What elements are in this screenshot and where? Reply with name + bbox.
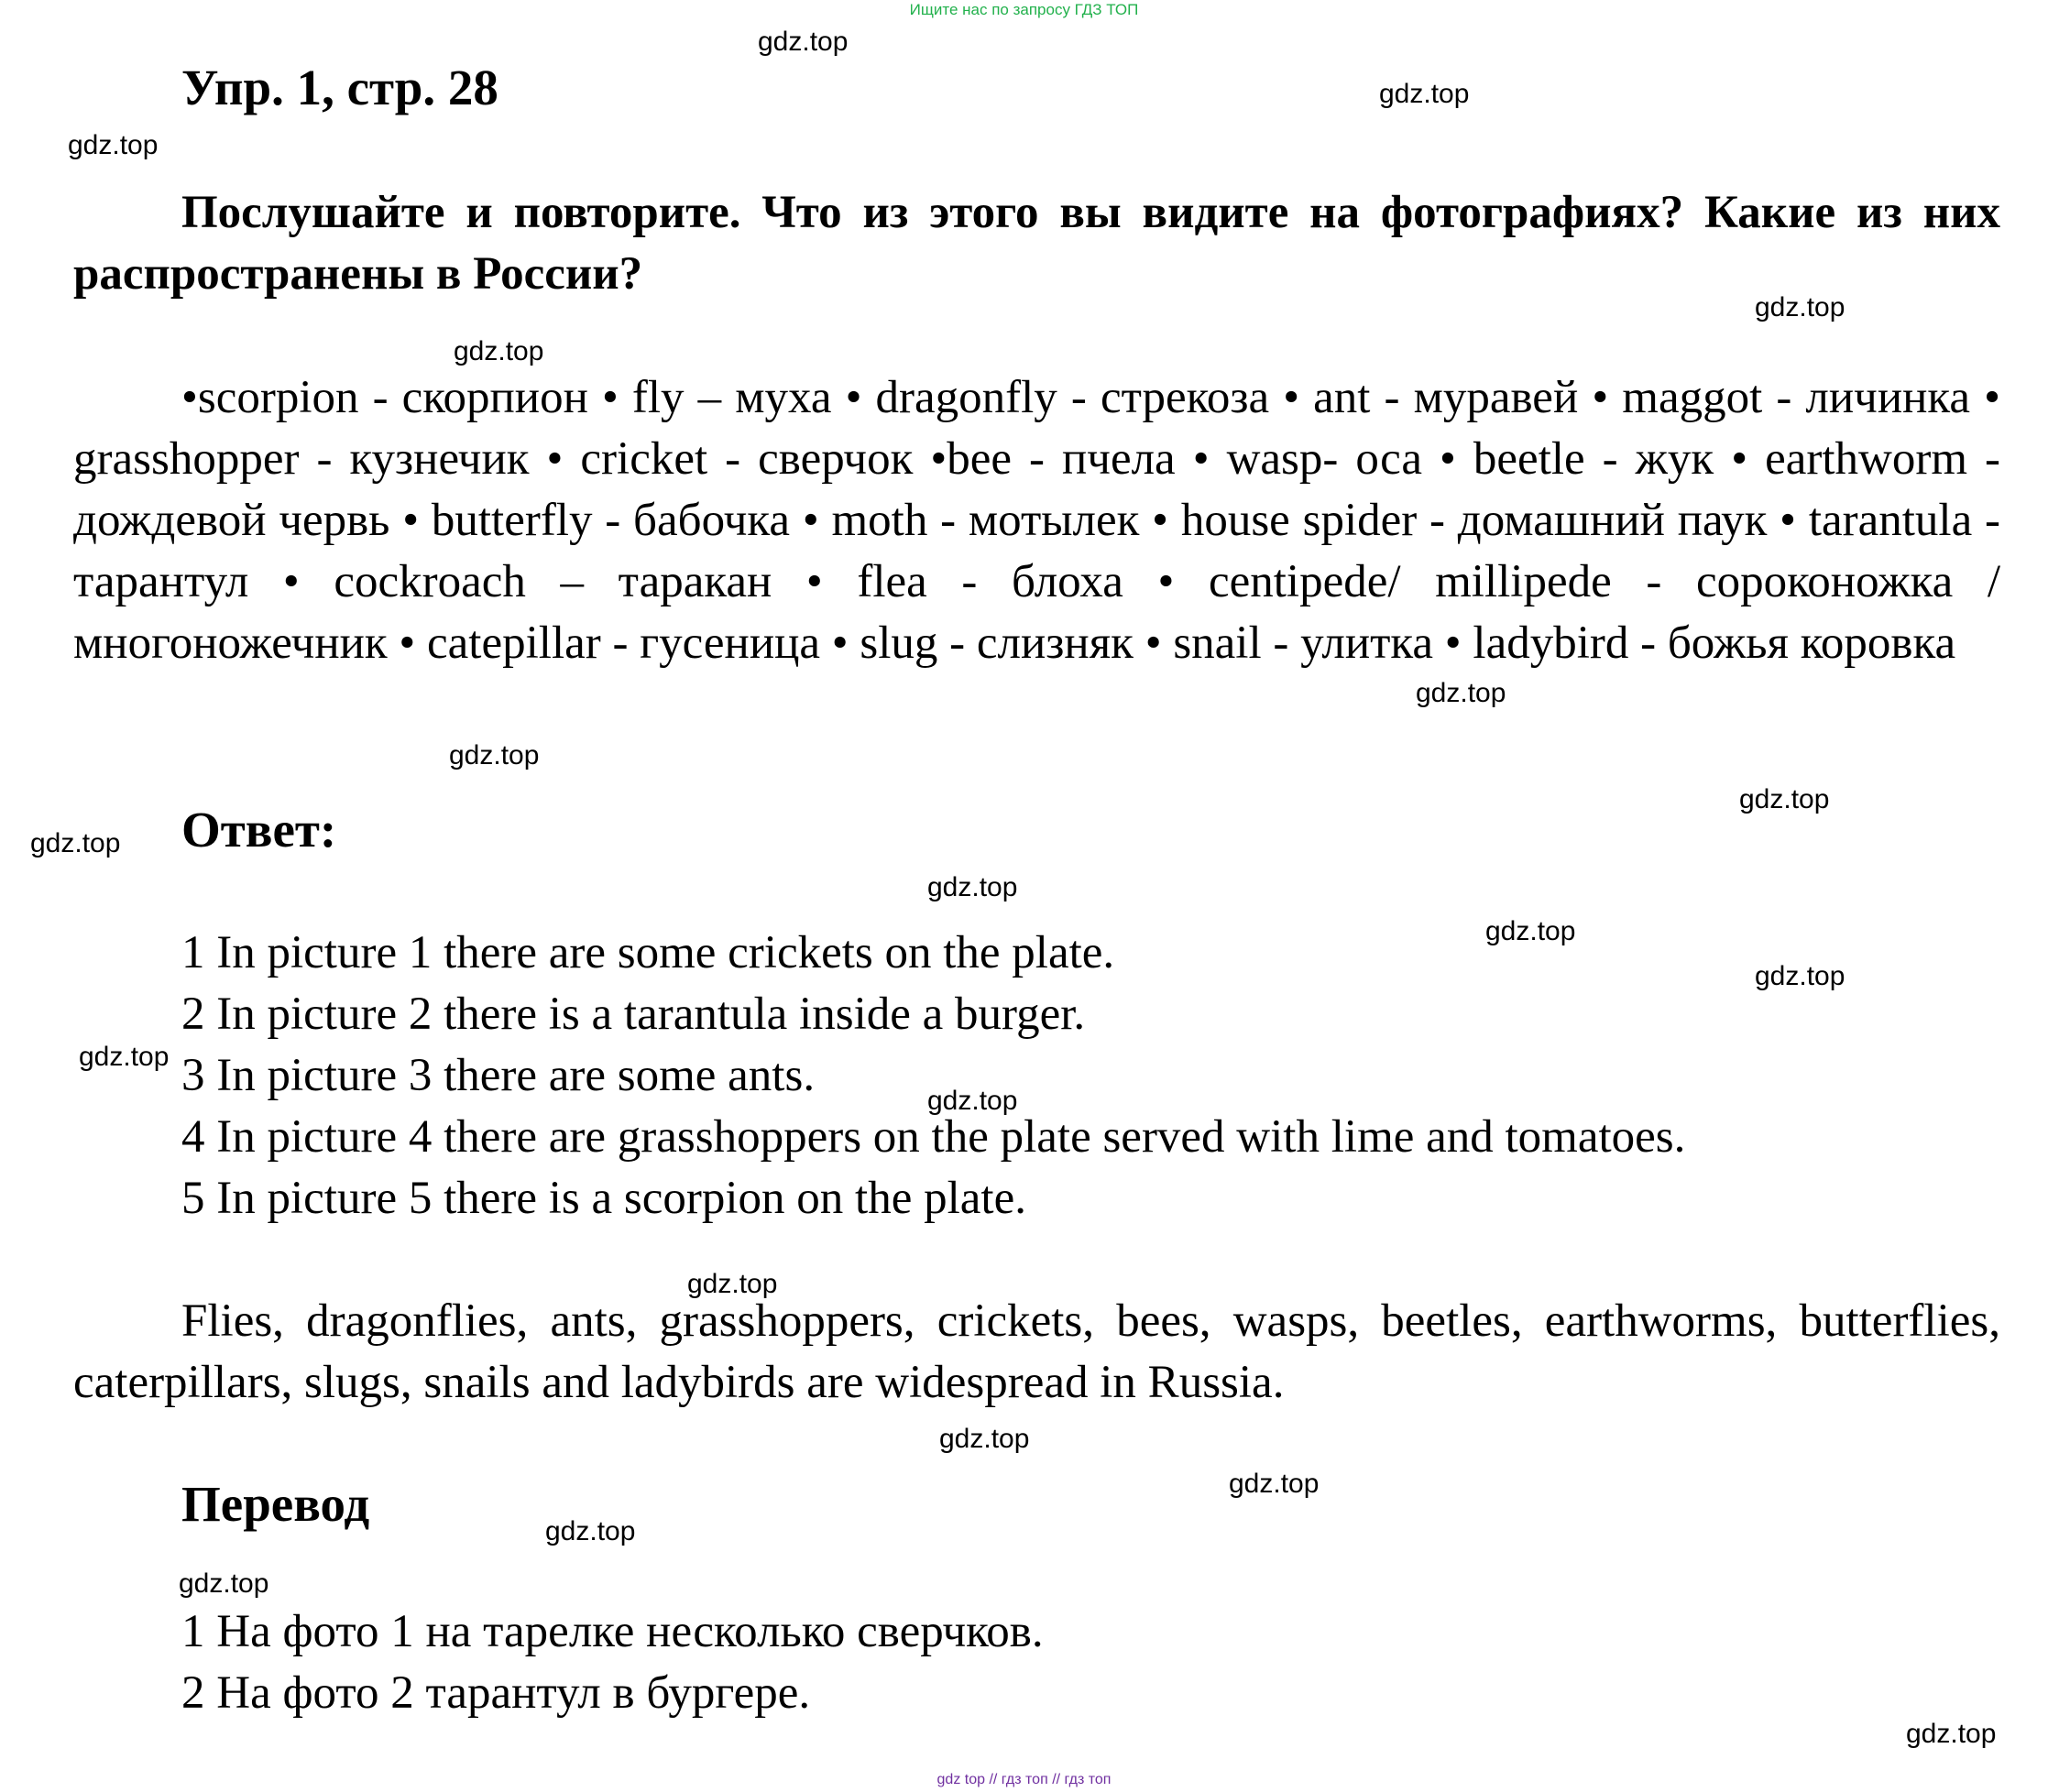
answer-summary-text: Flies, dragonflies, ants, grasshoppers, crickets, bees, wasps, beetles, earthworms, butterflies, caterpillars, slugs, snails and ladybirds are widespread in Russia.	[73, 1295, 2000, 1408]
translation-heading: Перевод	[181, 1476, 370, 1532]
watermark: gdz.top	[758, 27, 849, 57]
bottom-banner: gdz top // гдз топ // гдз топ	[936, 1772, 1112, 1787]
watermark: gdz.top	[1755, 292, 1845, 322]
answer-line: 3 In picture 3 there are some ants.	[181, 1050, 816, 1101]
watermark: gdz.top	[927, 872, 1018, 902]
watermark: gdz.top	[1906, 1719, 1997, 1749]
watermark: gdz.top	[454, 336, 544, 366]
answer-line: 4 In picture 4 there are grasshoppers on the plate served with lime and tomatoes.	[181, 1111, 1686, 1163]
watermark: gdz.top	[179, 1568, 269, 1599]
translation-line: 1 На фото 1 на тарелке несколько сверчков.	[181, 1606, 1044, 1657]
watermark: gdz.top	[30, 828, 121, 858]
vocabulary-text: •scorpion - скорпион • fly – муха • dragonfly - стрекоза • ant - муравей • maggot - личинка • grasshopper - кузнечик • cricket - сверчок •bee - пчела • wasp- оса • beetle - жук • earthworm - дождевой червь • butterfly - бабочка • moth - мотылек • house spider - домашний паук • tarantula - тарантул • cockroach – таракан • flea - блоха • centipede/ millipede - сороконожка / многоножечник • catepillar - гусеница • slug - слизняк • snail - улитка • ladybird - божья коровка	[73, 372, 2000, 669]
answer-line: 2 In picture 2 there is a tarantula inside a burger.	[181, 989, 1086, 1040]
translation-line: 2 На фото 2 тарантул в бургере.	[181, 1667, 811, 1719]
watermark: gdz.top	[927, 1086, 1018, 1116]
watermark: gdz.top	[79, 1042, 170, 1072]
top-banner: Ищите нас по запросу ГДЗ ТОП	[909, 1, 1139, 18]
watermark: gdz.top	[687, 1269, 778, 1299]
watermark: gdz.top	[1485, 916, 1576, 946]
watermark: gdz.top	[1755, 961, 1845, 991]
exercise-task-text: Послушайте и повторите. Что из этого вы видите на фотографиях? Какие из них распространены в России?	[73, 187, 2000, 300]
answer-line: 1 In picture 1 there are some crickets on the plate.	[181, 927, 1115, 978]
watermark: gdz.top	[939, 1424, 1030, 1454]
watermark: gdz.top	[449, 740, 540, 770]
answer-summary	[73, 1291, 2000, 1414]
watermark: gdz.top	[545, 1516, 636, 1546]
vocabulary-list	[73, 367, 2000, 674]
answer-line: 5 In picture 5 there is a scorpion on the plate.	[181, 1173, 1026, 1224]
answer-heading: Ответ:	[181, 802, 337, 858]
watermark: gdz.top	[68, 130, 159, 160]
exercise-task	[73, 182, 2000, 305]
watermark: gdz.top	[1739, 784, 1830, 814]
exercise-title: Упр. 1, стр. 28	[181, 60, 498, 115]
watermark: gdz.top	[1416, 678, 1506, 708]
watermark: gdz.top	[1379, 79, 1470, 109]
watermark: gdz.top	[1229, 1469, 1320, 1499]
